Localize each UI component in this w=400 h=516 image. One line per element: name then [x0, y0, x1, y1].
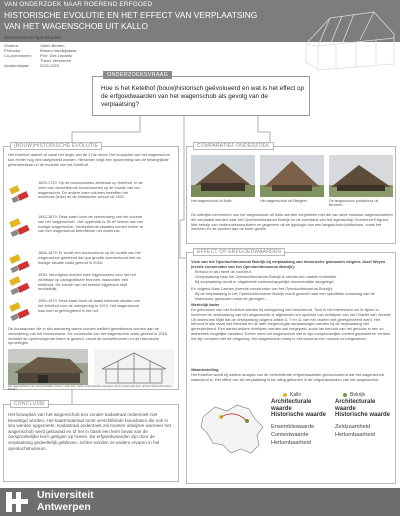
legend-item: Ensemblewaarde	[271, 423, 315, 430]
meta-key: Promotor:	[4, 48, 22, 53]
effect-current-point: Bij de herplaatsing in het Openluchtmuseum Bokrijk wordt gezocht naar een specifieke bouwlaag van de historische gebouwen waar de gevolgen...	[195, 291, 375, 301]
university-logo-icon	[4, 490, 34, 514]
comparative-caption: Het wagenschob uit Kallo.	[191, 199, 233, 203]
floorplan-icon	[8, 273, 34, 299]
belgium-map	[197, 399, 267, 459]
section-title-waardestelling: Waardestelling	[191, 367, 219, 372]
effect-tab: EFFECT OP ERFGOEDWAARDEN	[193, 248, 285, 256]
evolution-photo-caption: Het wagenschob in zijn oorspronkelijke context. Links: foto, rechts: schematische weergave van de constructie (foto: archief Openluchtmuseum Bokrijk).	[8, 385, 173, 391]
meta-key: Academiejaar:	[4, 63, 30, 68]
university-name-line-2: Antwerpen	[37, 502, 91, 513]
kallo-label: Kallo	[290, 392, 302, 398]
evolution-tab: (BOUW)HISTORISCHE EVOLUTIE	[10, 142, 102, 150]
effect-point: Overplaatsing naar het Openluchtmuseum Bokrijk is slechts een laatste redmiddel.	[195, 274, 338, 279]
yellow-dot-icon	[283, 393, 287, 397]
conclusion-section	[3, 401, 179, 482]
kallo-marker	[283, 392, 301, 398]
effect-point: Bij verplaatsing wordt er uitgebreide wetenschappelijke documentatie aangelegd.	[195, 279, 335, 284]
legend-head: Architecturale waarde	[271, 399, 312, 412]
evolution-intro: Het Ketelhof dateert al vanaf het begin van de 17de eeuw. Het bouwplan van het wagenschob kon echter nog niet vastgesteld worden. Hieronder volgt een opsomming van de belangrijkste gebeurtenissen in de evolutie van het Ketelhof.	[8, 152, 170, 167]
header-kicker: VAN ONDERZOEK NAAR ROEREND ERFGOED	[4, 1, 153, 8]
floorplan-icon	[8, 181, 34, 207]
evolution-outro: De bouwsporen die in situ aanwezig waren konden wellicht gerealiseerd worden aan de verandering van het bouwvolume. De constructie van het wagenschob zoals gekend in 2018, inclusief de opeenvolgende fasen is gekend, vanuit de archiefbronnen en de historische opmetingen.	[8, 326, 169, 346]
legend-bokrijk	[335, 399, 395, 439]
bokrijk-label: Bokrijk	[350, 392, 366, 398]
research-question-text: Hoe is het Ketelhof (bouw)historisch geëvolueerd en wat is het effect op de erfgoedwaarden van het wagenschob als gevolg van de verplaatsing?	[101, 85, 305, 108]
legend-kallo	[271, 399, 333, 447]
meta-value: Jolien Berben	[40, 43, 65, 48]
legend-item: Herkenbaarheid	[271, 439, 311, 446]
conclusion-text: Het bouwplan van het wagenschob kon zonder kadastraal onderzoek niet bevestigd worden. Het kaartmateriaal toont verschillende bouwfasen die ook in situ werden opgemerkt. Kadastraal onderzoek zal moeten uitwijzen wanneer het wagenschob werd gebouwd en of het in basis een kern bevat van de oorspronkelijke kern gelegen op hoeve. De erfgoedwaarden zijn door de verplaatsing gedeeltelijk gebleven, echter worden ze anders ervaren in het openluchtmuseum.	[8, 412, 171, 451]
legend-head: Architecturale waarde	[335, 399, 376, 412]
meta-value: Theun Verbeeren	[40, 58, 71, 63]
legend-head: Historische waarde	[271, 412, 327, 419]
meta-caption: Startvoorstel Erfgoedstudies	[4, 35, 62, 40]
effect-lead: Visie van het Openluchtmuseum Bokrijk bij verplaatsing van historische gebouwen volgens Jozef Weyns (eerste conservator van het Openluchtmuseum Bokrijk):	[191, 259, 386, 269]
meta-key: Student:	[4, 43, 19, 48]
section-text-kader: De gebouwen van het Ketelhof werden bij onteigening niet beschermd. Toch is het interessant om te kijken in hoeverre de verplaatsing van het wagenschob is afgewezen ten opzichte van richtlijnen van het Charter van Venetië. Uit onderzoek blijkt dat de verplaatsing volgens artikel 3, 7 en 11 van het charter niet gerespecteerd werd. Het behoud in situ staat niet centraal en de later toegevoegde aanpassingen werden bij de herplaatsing niet gerespecteerd. Een aantal andere richtlijnen werden wel toegepast, zoals het behoud van het gebouw in een zo authentiek mogelijke toestand. Echter werd het wagenschob niet in zijn oorspronkelijke context geplaatst en verliest het zijn verband met de omgeving. Het wagenschob kreeg in het museum een nieuwe rol toegewezen.	[191, 307, 392, 341]
comparative-tab: COMPARATIEF ONDERZOEK	[193, 142, 274, 150]
timeline-text: 1950-1970: Deze kaart toont de laatst bekende situatie van het Ketelhof voor de onteigening in 1974. Het wagenschob was toen al geïntegreerd in het hof.	[38, 298, 140, 313]
meta-value: 2022-2023	[40, 63, 60, 68]
house-drawing-icon	[296, 0, 400, 74]
green-dot-icon	[343, 393, 347, 397]
construction-drawing	[94, 349, 174, 385]
section-title-kader: Werkelijk kader	[191, 302, 220, 307]
comparative-caption: De langsschuur/ poldschuur uit Beveren.	[329, 199, 379, 208]
meta-key: Co-promotoren:	[4, 53, 33, 58]
university-name-line-1: Universiteit	[37, 490, 94, 501]
timeline-text: 1842-1879: Deze kaart toont de vernieuwing van het volume van het 'wagenschob'. Het oppervlak is 35 m² kleiner dan het huidige wagenschob. Verschillende situaties komen echter al van een wagenschob betreffende het woonhuis.	[38, 214, 143, 234]
barn-photo-beveren	[329, 155, 393, 197]
poster-title-line-2: VAN HET WAGENSCHOB UIT KALLO	[4, 21, 148, 31]
meta-row	[4, 63, 184, 68]
barn-photo-ettelgem	[260, 155, 324, 197]
conclusion-tab: CONCLUSIE	[10, 400, 49, 408]
bokrijk-marker	[343, 392, 365, 398]
legend-item: Herkenbaarheid	[335, 431, 375, 438]
legend-item: Contextwaarde	[271, 431, 309, 438]
research-question-tab: ONDERZOEKSVRAAG	[103, 71, 172, 79]
effect-current-lead: En volgens Marc Laenen (tweede conservator van het Openluchtmuseum Bokrijk):	[191, 286, 334, 291]
farm-photo	[8, 349, 88, 385]
meta-table	[4, 43, 184, 68]
section-text-waardestelling: Het Ketelhof wordt bij nadere analyse van de verschillende erfgoedwaarden geconcludeerd dat het wagenschob waardevol is. Het effect van de verplaatsing is tot uiting gekomen in de erfgoedwaarden van het wagenschob.	[191, 372, 384, 382]
floorplan-icon	[8, 215, 34, 241]
meta-value: Bheem Vandeplasse	[40, 48, 77, 53]
comparative-text: De uiterlijke kenmerken van het wagenschob uit Kallo werden vergeleken met die van twee inlandse wagenschobben die verplaatst werden naar het Openluchtmuseum Bokrijk en de inventaris van het agentschap Onroerend Erfgoed. Met behulp van onderzoeksresultaten en gegevens uit de typologie van een langsschuur/poldschuur, zoals het inrichten en de poorten aan de korte gevels.	[191, 212, 393, 232]
footer	[0, 488, 400, 516]
legend-item: Zeldzaamheid	[335, 423, 371, 430]
legend-head: Historische waarde	[335, 412, 391, 419]
evolution-section	[3, 143, 179, 391]
timeline-text: 1625-1720: Op de bouwvolumes zichtbaar op Ketelhof. In de vorm van verschillende bouwvolumes op de locatie van het wagenschob. De andere twee volumes betreffen het woonhuis (links) en de historische schuur uit 1622.	[38, 180, 143, 200]
timeline-text: 1930: Vervolgens worden twee bijgebouwen voor het hof zichtbaar op cartografische bronnen, waaronder een melkhuis. De functie van het tweede bijgebouw blijft onduidelijk.	[38, 272, 136, 292]
poster-title-line-1: HISTORISCHE EVOLUTIE EN HET EFFECT VAN VERPLAATSING	[4, 10, 258, 20]
meta-value: Prof. Dirk Lepanto	[40, 53, 73, 58]
research-question-box	[92, 72, 310, 116]
timeline-text: 1866-1875: Er wordt een bouwvolume op de locatie van het wagenschob getekend dat qua grootte overeenkomt met de huidige situatie zoals gekend in 2018.	[38, 250, 141, 265]
comparative-section	[186, 143, 396, 244]
effect-point: Behoud in situ heeft de voorkeur.	[195, 269, 252, 274]
floorplan-icon	[8, 299, 34, 325]
barn-photo-kallo	[191, 155, 255, 197]
comparative-caption: Het wagenschob uit Ettelgem.	[260, 199, 308, 203]
effect-section	[186, 249, 396, 484]
